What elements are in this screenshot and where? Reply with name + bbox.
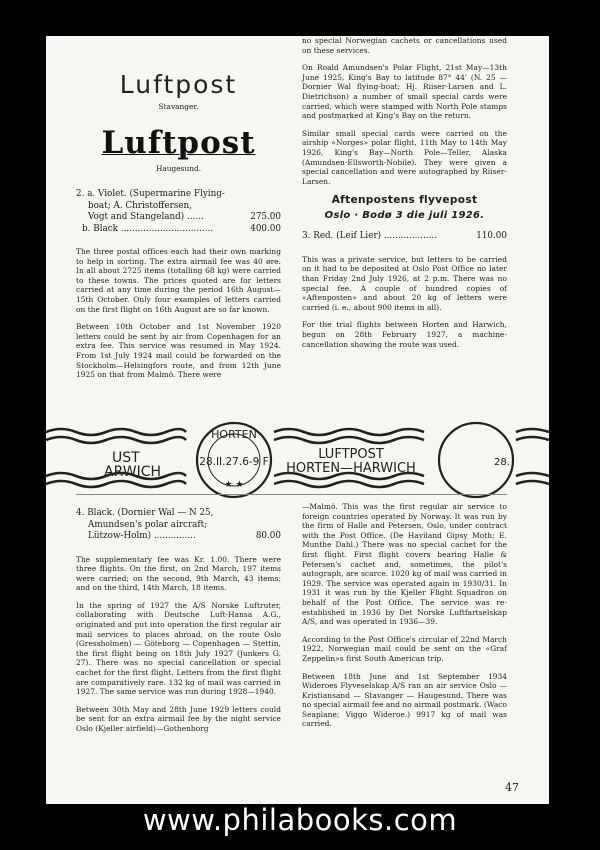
right-top-paragraph-3: Similar small special cards were carried on the airship «Norges» polar flight, 11th May to 14th May 1926, King's Bay—North Pole—Teller, Alaska (Amundsen-Ellsworth-Nobile). They were given a special cancellation and were autographed by Riiser-Larsen. xyxy=(302,128,507,186)
right-bottom-column xyxy=(302,502,507,737)
luftpost-stavanger-cachet: Luftpost xyxy=(119,70,238,99)
luftpost-haugesund-cachet: Luftpost xyxy=(101,125,256,161)
entry-2-line1: 2. a. Violet. (Supermarine Flying- xyxy=(76,189,225,199)
ring-date: 28.II.27.6-9 F xyxy=(199,456,269,468)
entry-4-line3: Lützow-Holm) ............... xyxy=(88,531,196,541)
haugesund-caption: Haugesund. xyxy=(155,164,202,173)
right-top-paragraph-5: For the trial flights between Horten and Harwich, begun on 28th February 1927, a machine-cancellation showing the route was used. xyxy=(302,320,507,349)
entry-4-price: 80.00 xyxy=(255,531,281,541)
stavanger-caption: Stavanger. xyxy=(158,102,199,111)
catalogue-entry-4 xyxy=(76,508,281,543)
right-top-paragraph-2: On Roald Amundsen's Polar Flight, 21st May—13th June 1925, King's Bay to latitude 87° 44' (N. 25 — Dornier Wal flying-boat; Hj. Riiser-Larsen and L. Dietrichson) a number of small special cards were carried, which were stamped with North Pole stamps and postmarked at King's Bay on the return. xyxy=(302,63,507,121)
right-bottom-paragraph-1: —Malmö. This was the first regular air service to foreign countries operated by Norway. It was run by the firm of Halle and Petersen, Oslo, under contract with the Post Office. (De Haviland Gipsy Moth; E. Munthe Dahl.) There was no special cachet for the first flight. First flight covers bearing Halle & Petersen's cachet and, sometimes, the pilot's autograph, are scarce. 1020 kg of mail was carried in 1929. The service was operated again in 1930/31. In 1931 it was run by the Kjeller Flight Squadron on behalf of the Post Office. The service was re-established in 1936 by Det Norske Luftfartselskap A/S, and was operated in 1936—39. xyxy=(302,502,507,627)
horten-date-ring xyxy=(197,423,271,497)
aftenposten-cachet-route: Oslo · Bodø 3 die juli 1926. xyxy=(324,210,485,222)
entry-2-line4: b. Black ................................. xyxy=(82,223,214,234)
right-bottom-paragraph-2: According to the Post Office's circular of 22nd March 1922, Norwegian mail could be sent on the «Graf Zeppelin»s first South American trip. xyxy=(302,634,507,663)
entry-4-line2: Amundsen's polar aircraft; xyxy=(88,519,208,530)
right-top-paragraph-1: no special Norwegian cachets or cancellations used on these services. xyxy=(302,36,507,55)
entry-3-row xyxy=(302,231,507,243)
right-top-column xyxy=(302,36,507,357)
horten-harwich-machine-cancellation xyxy=(46,418,549,504)
entry-4-row xyxy=(76,531,281,543)
entry-2-price-b: 400.00 xyxy=(250,223,281,234)
entry-2-line2: boat; A. Christoffersen, xyxy=(88,200,193,211)
catalogue-entry-2 xyxy=(76,189,281,235)
left-bottom-column xyxy=(76,502,281,742)
wavy-lines-right xyxy=(516,429,549,484)
right-ring-date: 28. xyxy=(494,457,510,468)
ring-stars: ★ ★ xyxy=(224,480,244,490)
aftenposten-cachet-title: Aftenpostens flyvepost xyxy=(331,194,478,207)
banner-luftpost: LUFTPOST xyxy=(318,447,384,462)
entry-2-row-b xyxy=(76,224,281,236)
cancel-left-text-1: UST xyxy=(112,450,140,466)
catalogue-entry-3 xyxy=(302,231,507,243)
left-bottom-paragraph-2: In the spring of 1927 the A/S Norske Luftruter, collaborating with Deutsche Luft-Hansa A.G., originated and put into operation the first regular air mail services to places abroad, on the route Oslo (Gressholmen) — Göteborg — Copenhagen — Stettin, the first flight being on 18th July 1927 (Junkers G. 27). There was no special cancellation or special cachet for the first flight. Letters from the first flight are comparatively rare. 132 kg of mail was carried in 1927. The same service was run during 1928—1940. xyxy=(76,600,281,697)
ring-town-name: HORTEN xyxy=(211,428,257,441)
banner-route: HORTEN—HARWICH xyxy=(286,461,416,476)
right-bottom-paragraph-3: Between 18th June and 1st September 1934 Wideroes Flyveselskap A/S ran an air service Oslo — Kristiansand — Stavanger — Haugesund. There was no special airmail fee and no airmail postmark. (Waco Seaplane; Viggo Wideroe.) 9917 kg of mail was carried. xyxy=(302,671,507,729)
cancel-left-text-2: ARWICH xyxy=(104,464,162,480)
section-divider xyxy=(76,494,507,495)
left-bottom-paragraph-3: Between 30th May and 28th June 1929 letters could be sent for an extra airmail fee by the night service Oslo (Kjeller airfield)—Gothenborg xyxy=(76,704,281,733)
left-top-paragraph-2: Between 10th October and 1st November 1920 letters could be sent by air from Copenhagen for an extra fee. This service was resumed in May 1924. From 1st July 1924 mail could be forwarded on the Stockholm—Helsingfors route, and from 12th June 1925 on that from Malmö. There were xyxy=(76,322,281,380)
entry-4-line1: 4. Black. (Dornier Wal — N 25, xyxy=(76,508,214,518)
partial-date-ring-right xyxy=(439,423,513,497)
footer-website-url[interactable]: www.philabooks.com xyxy=(142,803,458,837)
left-top-paragraph-1: The three postal offices each had their own marking to help in sorting. The extra airmail fee was 40 øre. In all about 2725 items (totalling 68 kg) were carried to these towns. The prices quoted are for letters carried at any time during the period 16th August—15th October. Only four examples of letters carried on the first flight on 16th August are so far known. xyxy=(76,247,281,314)
catalogue-page xyxy=(46,36,549,804)
left-top-column xyxy=(76,36,281,388)
entry-2-price-a: 275.00 xyxy=(250,212,281,222)
entry-3-price: 110.00 xyxy=(476,231,507,242)
page-number: 47 xyxy=(505,781,519,794)
left-bottom-paragraph-1: The supplementary fee was Kr. 1.00. There were three flights. On the first, on 2nd March, 197 items were carried; on the second, 9th March, 43 items; and on the third, 14th March, 18 items. xyxy=(76,554,281,593)
entry-2-row-a xyxy=(76,212,281,224)
entry-2-line3: Vogt and Stangeland) ...... xyxy=(88,212,204,222)
entry-3-label: 3. Red. (Leif Lier) ................... xyxy=(302,231,438,242)
right-top-paragraph-4: This was a private service, but letters to be carried on it had to be deposited at Oslo Post Office no later than Friday 2nd July 1926, at 2 p.m. There was no special fee. A couple of hundred copies of «Aftenposten» and about 20 kg of letters were carried (i. e., about 900 items in all). xyxy=(302,254,507,312)
